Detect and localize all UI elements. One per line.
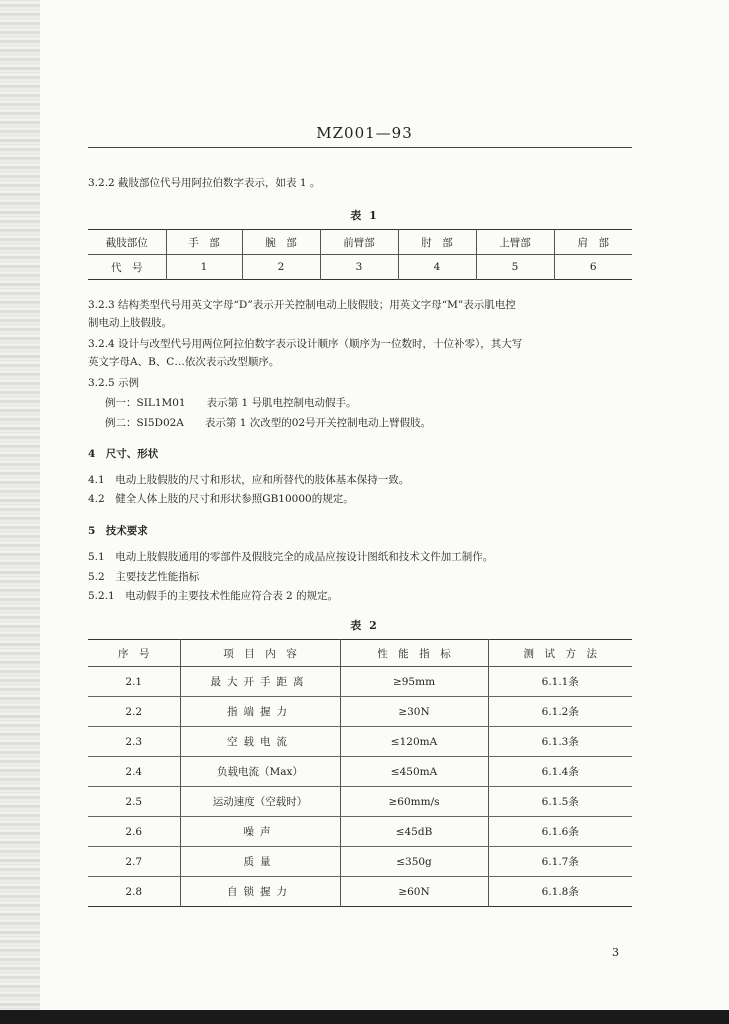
table1-cell: 1 (166, 255, 242, 280)
example-1: 例一：SIL1M01 表示第 1 号肌电控制电动假手。 (105, 397, 357, 409)
table1-cell: 上臂部 (476, 230, 554, 255)
table-row (88, 697, 632, 727)
table2-cell: 2.6 (88, 817, 180, 847)
table2-cell: 最大开手距离 (180, 667, 340, 697)
table1-cell: 2 (242, 255, 320, 280)
table-row (88, 787, 632, 817)
table2-cell: 6.1.5条 (488, 787, 632, 817)
table1-cell: 肘 部 (398, 230, 476, 255)
table1-cell: 6 (554, 255, 632, 280)
para-4-1: 4.1 电动上肢假肢的尺寸和形状，应和所替代的肢体基本保持一致。 (88, 474, 410, 486)
table2-cell: 6.1.2条 (488, 697, 632, 727)
para-5-1: 5.1 电动上肢假肢通用的零部件及假肢完全的成品应按设计图纸和技术文件加工制作。 (88, 551, 494, 563)
table2-cell: ≤350g (340, 847, 488, 877)
table2-cell: 负载电流（Max） (180, 757, 340, 787)
table2-cell: 自锁握力 (180, 877, 340, 907)
page-header: MZ001—93 (316, 124, 413, 142)
table1-cell: 3 (320, 255, 398, 280)
page-number: 3 (612, 946, 619, 959)
para-3-2-5: 3.2.5 示例 (88, 377, 140, 389)
table2-cell: 指端握力 (180, 697, 340, 727)
table2-header-cell: 性 能 指 标 (340, 640, 488, 667)
table2-cell: 6.1.8条 (488, 877, 632, 907)
table2-cell: 2.2 (88, 697, 180, 727)
table2-cell: ≤45dB (340, 817, 488, 847)
para-3-2-4-line1: 3.2.4 设计与改型代号用两位阿拉伯数字表示设计顺序（顺序为一位数时，十位补零），其大写 (88, 338, 523, 350)
table2-cell: 6.1.6条 (488, 817, 632, 847)
table2-cell: 2.1 (88, 667, 180, 697)
example-2: 例二：SI5D02A 表示第 1 次改型的02号开关控制电动上臂假肢。 (105, 417, 432, 429)
table1-cell: 前臂部 (320, 230, 398, 255)
table2-cell: 空载电流 (180, 727, 340, 757)
para-3-2-2: 3.2.2 截肢部位代号用阿拉伯数字表示，如表 1 。 (88, 177, 321, 189)
table-2 (88, 639, 632, 907)
table2-cell: 2.8 (125, 885, 143, 898)
section-4-title: 4 尺寸、形状 (88, 448, 159, 460)
table1-cell: 截肢部位 (88, 230, 166, 255)
table2-cell: 运动速度（空载时） (180, 787, 340, 817)
table2-cell: ≥95mm (340, 667, 488, 697)
table1-cell: 手 部 (166, 230, 242, 255)
table2-cell: ≤450mA (340, 757, 488, 787)
para-3-2-3-line1: 3.2.3 结构类型代号用英文字母“D”表示开关控制电动上肢假肢；用英文字母“M”表示肌电控 (88, 299, 516, 311)
table2-cell: 6.1.4条 (488, 757, 632, 787)
para-3-2-3-line2: 制电动上肢假肢。 (88, 317, 172, 329)
table2-cell: 6.1.3条 (488, 727, 632, 757)
table2-cell: 2.5 (88, 787, 180, 817)
para-5-2: 5.2 主要技艺性能指标 (88, 571, 200, 583)
para-5-2-1: 5.2.1 电动假手的主要技术性能应符合表 2 的规定。 (88, 590, 339, 602)
table1-cell: 代 号 (111, 261, 143, 274)
table2-cell: 2.4 (88, 757, 180, 787)
table2-cell: 质量 (180, 847, 340, 877)
para-3-2-4-line2: 英文字母A、B、C…依次表示改型顺序。 (88, 356, 280, 368)
table1-cell: 腕 部 (242, 230, 320, 255)
table2-cell: 6.1.1条 (488, 667, 632, 697)
table2-cell: 2.3 (88, 727, 180, 757)
header-rule (88, 147, 632, 148)
table1-header-row (88, 230, 632, 255)
table1-cell: 肩 部 (554, 230, 632, 255)
table2-cell: ≥30N (340, 697, 488, 727)
table2-cell: ≥60N (340, 877, 488, 907)
table-1 (88, 229, 632, 280)
table-row (88, 727, 632, 757)
para-4-2: 4.2 健全人体上肢的尺寸和形状参照GB10000的规定。 (88, 493, 354, 505)
section-5-title: 5 技术要求 (88, 525, 148, 537)
table-row (88, 817, 632, 847)
table2-header-cell: 测 试 方 法 (488, 640, 632, 667)
table-row (88, 667, 632, 697)
table-row (88, 877, 632, 907)
table2-cell: 6.1.7条 (488, 847, 632, 877)
table1-cell: 4 (398, 255, 476, 280)
table-row (88, 757, 632, 787)
table2-cell: ≥60mm/s (340, 787, 488, 817)
table-row (88, 847, 632, 877)
table1-cell: 5 (476, 255, 554, 280)
scan-bottom-bar (0, 1010, 729, 1024)
table1-code-row (88, 255, 632, 280)
table2-header-cell: 项 目 内 容 (180, 640, 340, 667)
table2-cell: 2.7 (88, 847, 180, 877)
table2-cell: 噪声 (180, 817, 340, 847)
table2-header-cell: 序 号 (88, 640, 180, 667)
table2-caption: 表 2 (350, 619, 379, 632)
table2-cell: ≤120mA (340, 727, 488, 757)
table2-header-row (88, 640, 632, 667)
scan-edge (0, 0, 40, 1024)
table1-caption: 表 1 (350, 209, 379, 222)
